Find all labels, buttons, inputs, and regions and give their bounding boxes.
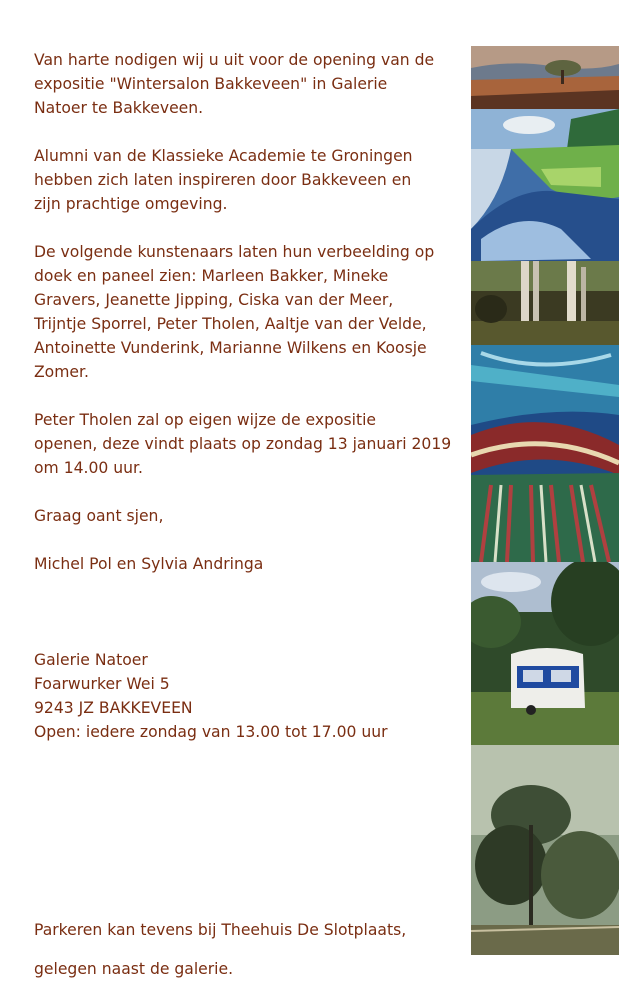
- artists-line: Gravers, Jeanette Jipping, Ciska van der Meer,: [34, 291, 394, 309]
- painting-tree-landscape: [471, 46, 619, 109]
- artists-line: doek en paneel zien: Marleen Bakker, Mineke: [34, 267, 389, 285]
- parking-line: Parkeren kan tevens bij Theehuis De Slotplaats,: [34, 920, 407, 939]
- intro-line: Natoer te Bakkeveen.: [34, 99, 204, 117]
- opening-line: Peter Tholen zal op eigen wijze de expositie: [34, 411, 377, 429]
- signature: Michel Pol en Sylvia Andringa: [34, 555, 264, 573]
- artists-line: Trijntje Sporrel, Peter Tholen, Aaltje van der Velde,: [34, 315, 427, 333]
- painting-water-meadow: [471, 109, 619, 261]
- opening-line: openen, deze vindt plaats op zondag 13 januari 2019: [34, 435, 452, 453]
- invitation-text: [34, 48, 464, 744]
- artists-line: Zomer.: [34, 363, 89, 381]
- alumni-line: hebben zich laten inspireren door Bakkeveen en: [34, 171, 412, 189]
- gallery-city: 9243 JZ BAKKEVEEN: [34, 699, 193, 717]
- alumni-line: zijn prachtige omgeving.: [34, 195, 228, 213]
- intro-line: Van harte nodigen wij u uit voor de opening van de: [34, 51, 435, 69]
- artists-line: Antoinette Vunderink, Marianne Wilkens en Koosje: [34, 339, 427, 357]
- painting-caravan: [471, 562, 619, 745]
- intro-line: expositie "Wintersalon Bakkeveen" in Galerie: [34, 75, 388, 93]
- alumni-line: Alumni van de Klassieke Academie te Groningen: [34, 147, 413, 165]
- parking-note: [34, 902, 464, 997]
- painting-birch-trees: [471, 261, 619, 345]
- gallery-street: Foarwurker Wei 5: [34, 675, 170, 693]
- greeting: Graag oant sjen,: [34, 507, 164, 525]
- parking-line: gelegen naast de galerie.: [34, 960, 234, 979]
- gallery-name: Galerie Natoer: [34, 651, 148, 669]
- painting-forest-trees: [471, 745, 619, 955]
- painting-abstract-swirl: [471, 345, 619, 562]
- artists-line: De volgende kunstenaars laten hun verbeelding op: [34, 243, 435, 261]
- opening-line: om 14.00 uur.: [34, 459, 143, 477]
- gallery-hours: Open: iedere zondag van 13.00 tot 17.00 uur: [34, 723, 388, 741]
